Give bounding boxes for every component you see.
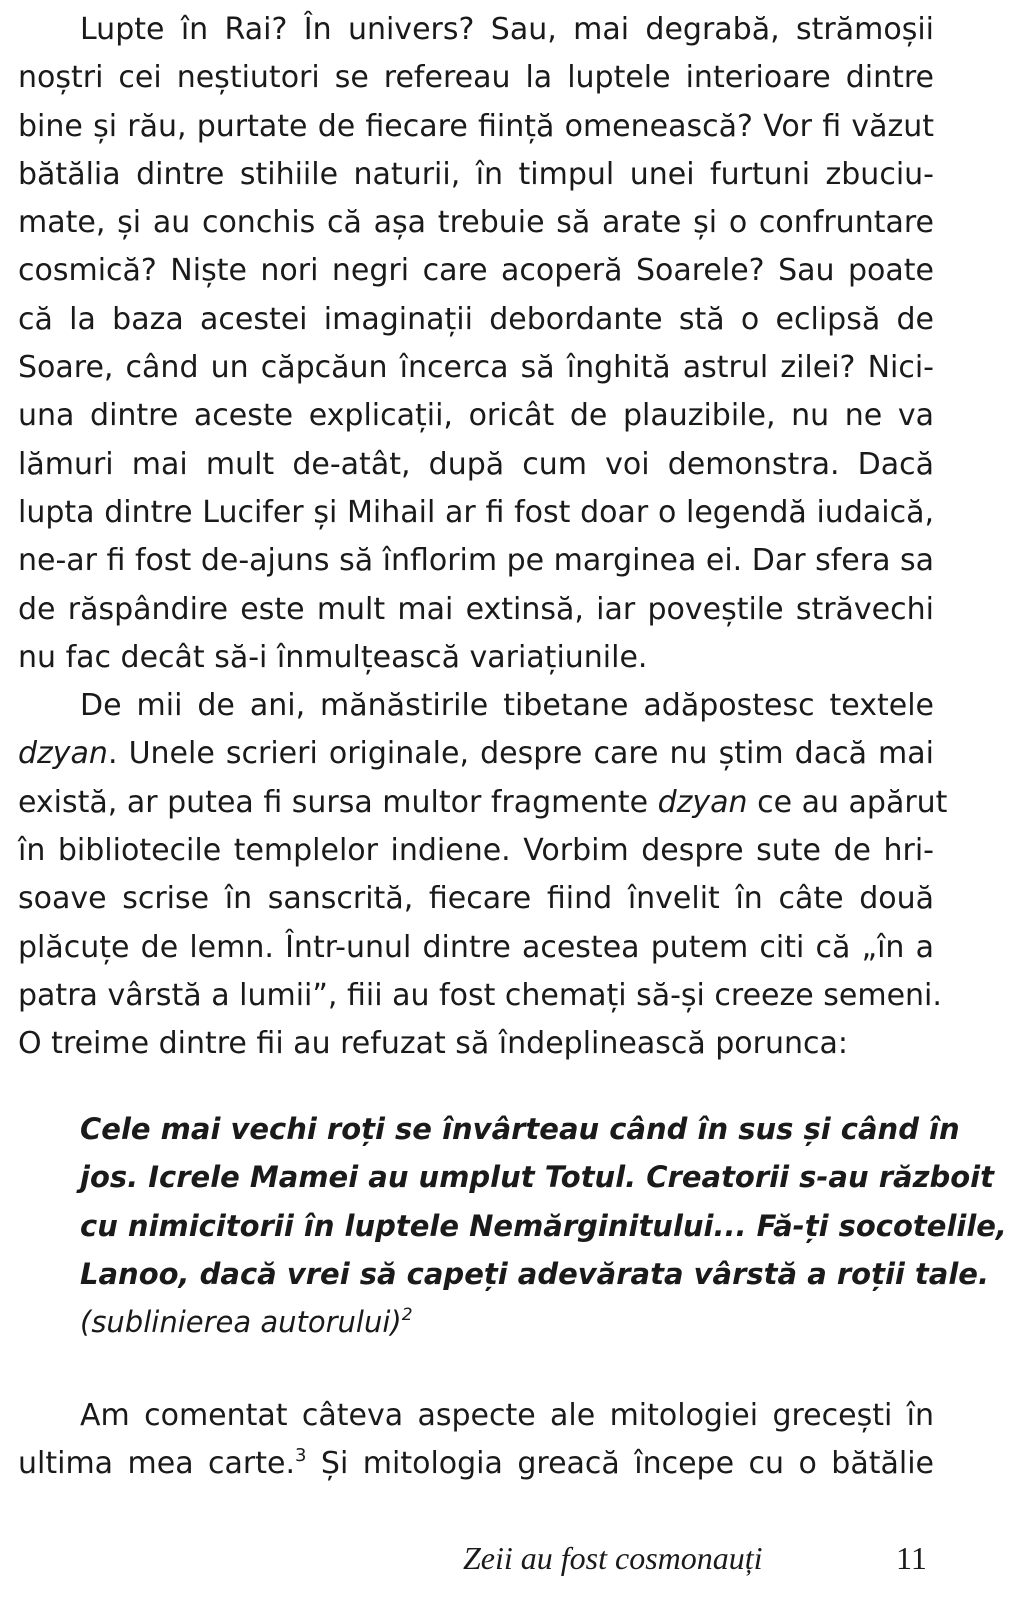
quote-source-text: (sublinierea autorului) xyxy=(80,1305,402,1340)
page-number: 11 xyxy=(896,1540,927,1576)
paragraph-3 xyxy=(18,1392,934,1489)
page-body xyxy=(18,6,948,1069)
italic-term: dzyan xyxy=(657,784,748,820)
paragraph-1 xyxy=(18,6,934,682)
text-line: jos. Icrele Mamei au umplut Totul. Creatorii s-au războit xyxy=(80,1160,994,1195)
text-line: una dintre aceste explicații, oricât de plauzibile, nu ne va xyxy=(18,398,934,434)
text-line: cosmică? Niște nori negri care acoperă Soarele? Sau poate xyxy=(18,253,934,289)
text-line: ne-ar fi fost de-ajuns să înflorim pe marginea ei. Dar sfera sa xyxy=(18,543,934,579)
paragraph-2-line: De mii de ani, mănăstirile tibetane adăpostesc textele xyxy=(80,688,934,724)
quote-lines xyxy=(80,1105,1007,1298)
text-line: Lupte în Rai? În univers? Sau, mai degrabă, strămoșii xyxy=(80,12,934,47)
text-line: plăcuțe de lemn. Într-unul dintre acestea putem citi că „în a xyxy=(18,929,934,965)
text-line: bătălia dintre stihiile naturii, în timpul unei furtuni zbuciu- xyxy=(18,156,934,192)
paragraph-3-line xyxy=(18,1440,934,1488)
text-line: lămuri mai mult de-atât, după cum voi demonstra. Dacă xyxy=(18,446,934,482)
text-span: Și mitologia greacă începe cu o bătălie xyxy=(306,1446,934,1482)
text-line: de răspândire este mult mai extinsă, iar poveștile străvechi xyxy=(18,591,934,627)
paragraph-2-line xyxy=(18,779,948,827)
text-line: noștri cei neștiutori se refereau la luptele interioare dintre xyxy=(18,60,934,96)
block-quote xyxy=(80,1105,1007,1346)
text-line: Soare, când un căpcăun încerca să înghită astrul zilei? Nici- xyxy=(18,350,934,386)
page-footer xyxy=(0,1540,1012,1580)
paragraph-2-line xyxy=(18,730,934,778)
text-line: Lanoo, dacă vrei să capeți adevărata vârstă a roții tale. xyxy=(80,1256,989,1291)
text-span: există, ar putea fi sursa multor fragmente xyxy=(18,784,658,820)
text-line: bine și rău, purtate de fiecare ființă omenească? Vor fi văzut xyxy=(18,108,934,144)
text-line: nu fac decât să-i înmulțească variațiunile. xyxy=(18,639,648,675)
text-line: lupta dintre Lucifer și Mihail ar fi fost doar o legendă iudaică, xyxy=(18,494,934,530)
paragraph-2-rest xyxy=(18,827,942,1068)
text-line: că la baza acestei imaginații debordante stă o eclipsă de xyxy=(18,301,934,337)
footnote-marker: 2 xyxy=(401,1305,413,1326)
running-title: Zeii au fost cosmonauți xyxy=(463,1540,763,1576)
paragraph-3-line: Am comentat câteva aspecte ale mitologiei grecești în xyxy=(80,1398,934,1433)
text-line: patra vârstă a lumii”, fiii au fost chemați să-și creeze semeni. xyxy=(18,977,942,1013)
italic-term: dzyan xyxy=(18,736,108,772)
text-line: O treime dintre fii au refuzat să îndeplinească porunca: xyxy=(18,1026,849,1062)
quote-source xyxy=(80,1298,936,1346)
text-line: cu nimicitorii în luptele Nemărginitului... Fă-ți socotelile, xyxy=(80,1208,1007,1243)
text-line: în bibliotecile templelor indiene. Vorbim despre sute de hri- xyxy=(18,833,934,869)
text-line: Cele mai vechi roți se învârteau când în sus și când în xyxy=(80,1112,960,1146)
text-span: ce au apărut xyxy=(747,784,948,820)
footnote-marker: 3 xyxy=(295,1445,307,1467)
text-span: . Unele scrieri originale, despre care nu știm dacă mai xyxy=(107,736,934,772)
text-line: mate, și au conchis că așa trebuie să arate și o confruntare xyxy=(18,205,934,241)
text-span: ultima mea carte. xyxy=(18,1446,296,1482)
text-line: soave scrise în sanscrită, fiecare fiind învelit în câte două xyxy=(18,881,934,917)
